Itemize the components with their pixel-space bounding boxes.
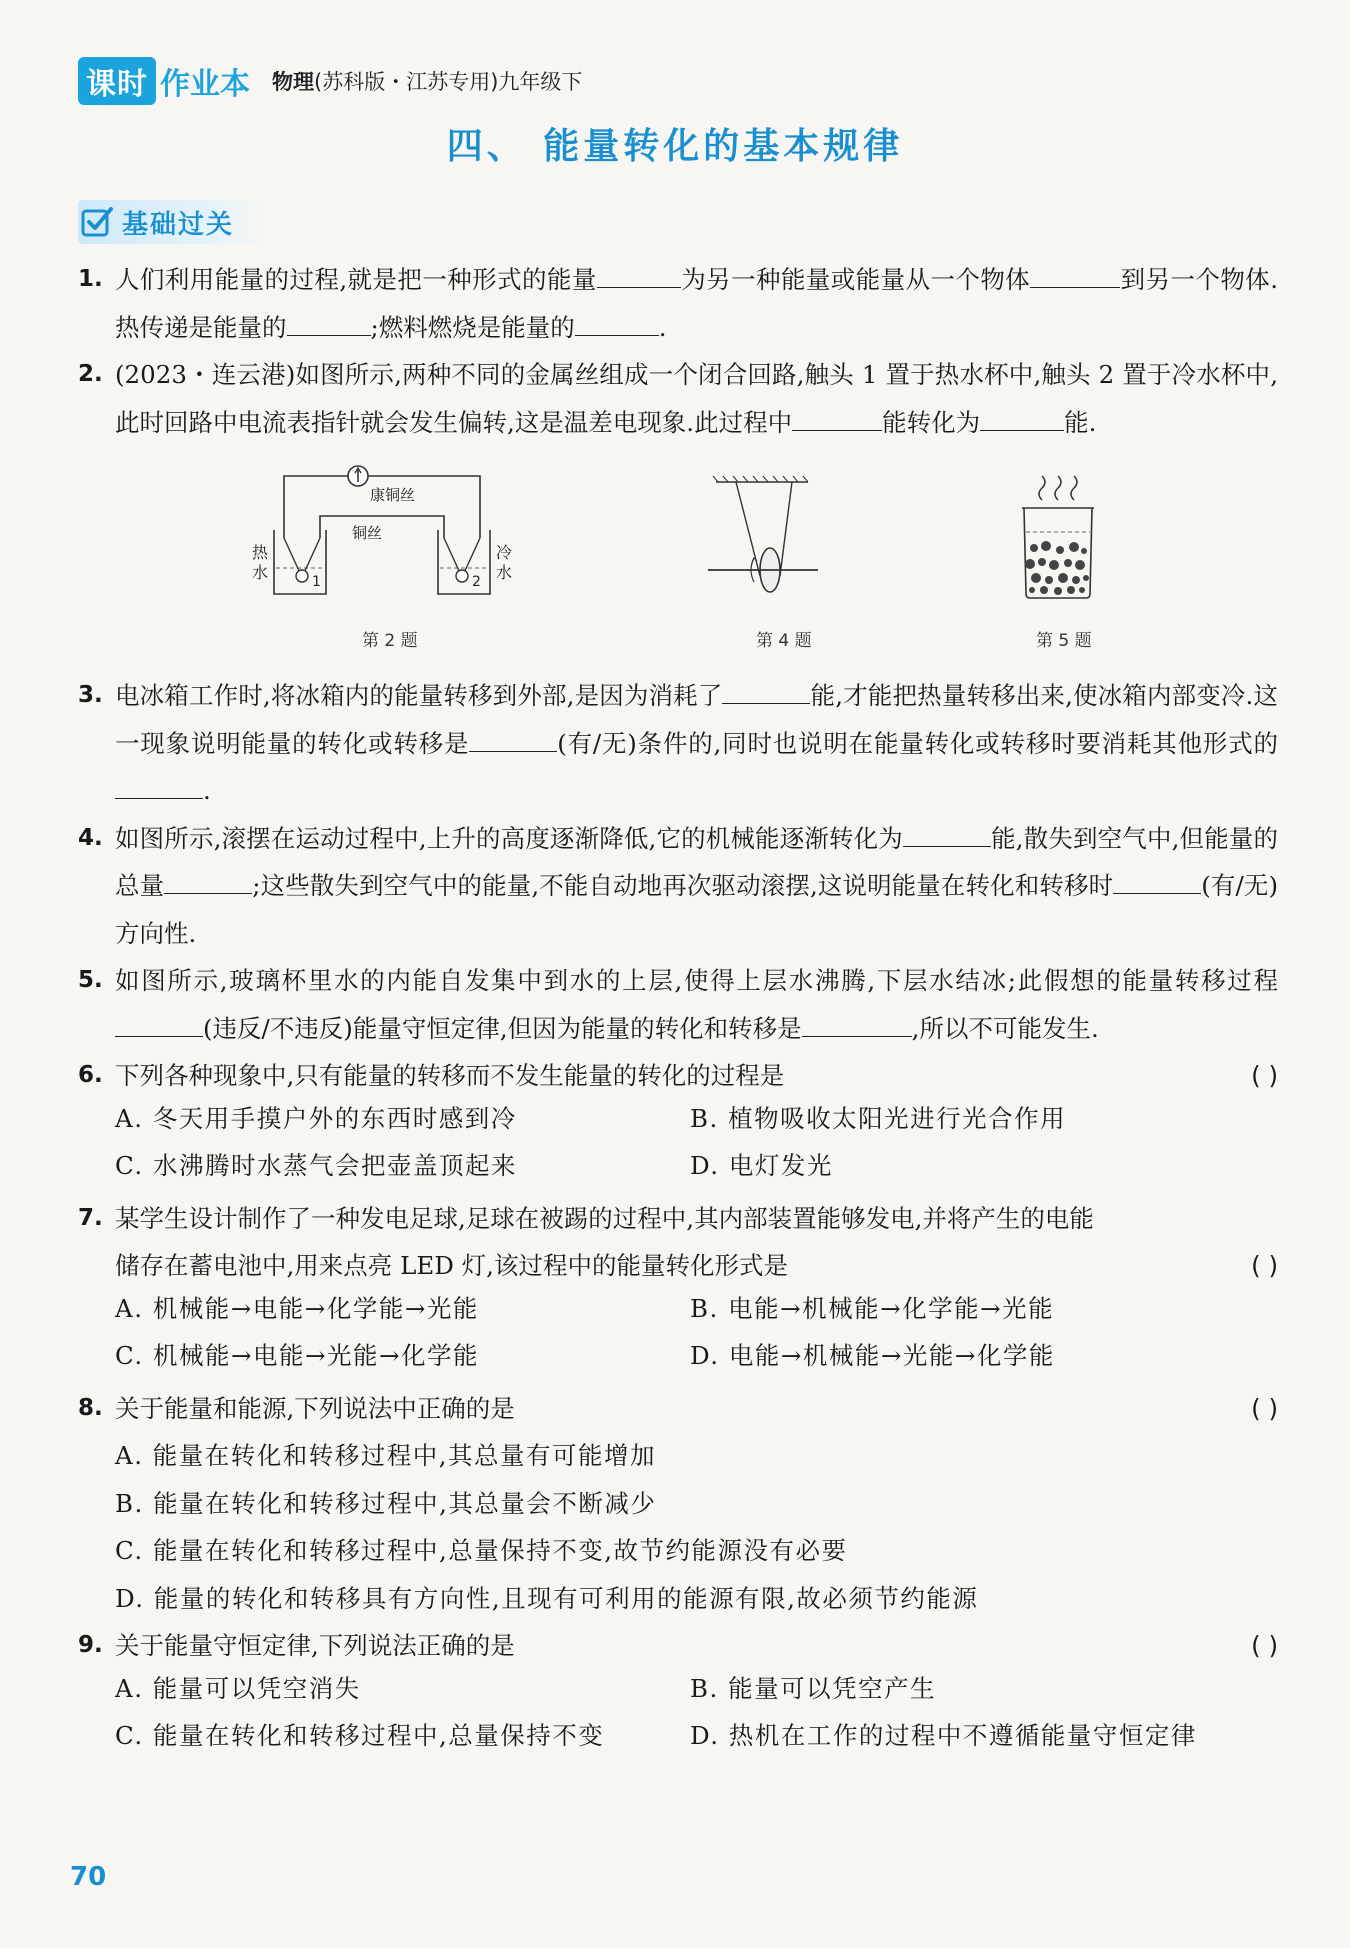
question-stem: 储存在蓄电池中,用来点亮 LED 灯,该过程中的能量转化形式是: [115, 1251, 788, 1280]
answer-blank[interactable]: [164, 867, 252, 894]
answer-parenthesis[interactable]: ( ): [1251, 1393, 1278, 1423]
question-8: [78, 1385, 1278, 1433]
question-3: [78, 672, 1278, 815]
answer-blank[interactable]: [597, 261, 681, 288]
question-stem: 关于能量和能源,下列说法中正确的是: [115, 1393, 515, 1423]
book-header: [78, 58, 582, 104]
question-6: [78, 1052, 1278, 1100]
answer-parenthesis[interactable]: ( ): [1251, 1251, 1278, 1280]
answer-blank[interactable]: [903, 820, 991, 847]
question-5: [78, 957, 1278, 1052]
answer-blank[interactable]: [287, 309, 371, 336]
label-copper-wire: 铜丝: [352, 524, 383, 542]
answer-blank[interactable]: [575, 309, 659, 336]
question-list: [78, 256, 1278, 1765]
options-row: [78, 1670, 1278, 1718]
thermocouple-figure: [248, 458, 518, 618]
book-info: [272, 66, 582, 96]
question-number: 2.: [78, 361, 103, 387]
logo-text: 课时: [86, 67, 148, 102]
option-c[interactable]: C. 能量在转化和转移过程中,总量保持不变,故节约能源没有必要: [115, 1536, 848, 1565]
question-text: .: [203, 776, 211, 805]
answer-blank[interactable]: [802, 1010, 912, 1037]
question-stem: 关于能量守恒定律,下列说法正确的是: [115, 1631, 515, 1660]
question-number: 3.: [78, 682, 103, 708]
section-banner: [78, 200, 268, 244]
answer-blank[interactable]: [115, 772, 203, 799]
maxwell-wheel-figure: [708, 466, 818, 606]
question-number: 1.: [78, 266, 103, 292]
option-c[interactable]: C. 水沸腾时水蒸气会把壶盖顶起来: [115, 1151, 517, 1180]
answer-blank[interactable]: [1030, 261, 1120, 288]
question-9: [78, 1622, 1278, 1670]
series-logo: [78, 57, 156, 105]
label-hot-water: 热水: [252, 543, 269, 582]
question-text: ,所以不可能发生.: [911, 1013, 1099, 1043]
option-c[interactable]: C. 能量在转化和转移过程中,总量保持不变: [115, 1721, 605, 1750]
label-cold-water: 冷水: [496, 543, 513, 582]
question-number: 9.: [78, 1632, 103, 1658]
figure-4-caption: 第 4 题: [756, 631, 812, 651]
options-row: [78, 1337, 1278, 1385]
question-text: ;燃料燃烧是能量的: [370, 312, 575, 342]
subject: 物理: [272, 70, 314, 94]
question-number: 5.: [78, 967, 103, 993]
question-1: [78, 256, 1278, 351]
question-text: 电冰箱工作时,将冰箱内的能量转移到外部,是因为消耗了: [115, 681, 723, 710]
question-2: [78, 351, 1278, 446]
question-text: (违反/不违反)能量守恒定律,但因为能量的转化和转移是: [203, 1013, 802, 1043]
option-d[interactable]: D. 热机在工作的过程中不遵循能量守恒定律: [690, 1721, 1197, 1750]
answer-blank[interactable]: [722, 677, 810, 704]
question-text: 为另一种能量或能量从一个物体: [680, 265, 1031, 294]
option-b[interactable]: B. 植物吸收太阳光进行光合作用: [690, 1103, 1067, 1133]
option-a[interactable]: A. 冬天用手摸户外的东西时感到冷: [115, 1103, 517, 1133]
label-constantan-wire: 康铜丝: [370, 486, 416, 504]
contact-1-label: 1: [312, 574, 321, 590]
option-d[interactable]: D. 电灯发光: [690, 1151, 833, 1180]
figure-5-caption: 第 5 题: [1036, 631, 1092, 651]
page-number: 70: [70, 1862, 107, 1892]
question-stem: 某学生设计制作了一种发电足球,足球在被踢的过程中,其内部装置能够发电,并将产生的电能: [115, 1203, 1094, 1233]
question-text: 能.: [1064, 407, 1097, 437]
question-text: 如图所示,玻璃杯里水的内能自发集中到水的上层,使得上层水沸腾,下层水结冰;此假想的能量转移过程: [115, 966, 1278, 995]
question-7: [78, 1195, 1278, 1243]
logo-suffix: 作业本: [160, 67, 250, 102]
question-7-line-2: [78, 1242, 1278, 1290]
options-row: [78, 1147, 1278, 1195]
question-text: (有/无)条件的,同时也说明在能量转化或转移时要消耗其他形式的: [557, 728, 1279, 758]
question-text: 到另一个物体.热传递是能量的: [115, 265, 1278, 342]
figure-2-caption: 第 2 题: [362, 631, 418, 651]
answer-blank[interactable]: [792, 404, 882, 431]
question-text: (2023・连云港)如图所示,两种不同的金属丝组成一个闭合回路,触头 1 置于热水杯中,触头 2 置于冷水杯中,此时回路中电流表指针就会发生偏转,这是温差电现象.此过程中: [115, 360, 1278, 437]
question-number: 7.: [78, 1204, 103, 1231]
question-number: 6.: [78, 1062, 103, 1088]
question-4: [78, 815, 1278, 958]
option-b[interactable]: B. 能量可以凭空产生: [690, 1673, 937, 1703]
option-b[interactable]: B. 能量在转化和转移过程中,其总量会不断减少: [115, 1488, 657, 1518]
answer-blank[interactable]: [980, 404, 1064, 431]
question-text: .: [658, 312, 667, 342]
question-text: 人们利用能量的过程,就是把一种形式的能量: [115, 265, 597, 294]
option-d[interactable]: D. 能量的转化和转移具有方向性,且现有可利用的能源有限,故必须节约能源: [115, 1583, 979, 1613]
option-d[interactable]: D. 电能→机械能→光能→化学能: [690, 1341, 1055, 1370]
option-b[interactable]: B. 电能→机械能→化学能→光能: [690, 1293, 1055, 1323]
options-row: [78, 1100, 1278, 1148]
question-text: 如图所示,滚摆在运动过程中,上升的高度逐渐降低,它的机械能逐渐转化为: [115, 823, 903, 853]
answer-blank[interactable]: [469, 725, 557, 752]
checkbox-icon: [80, 205, 114, 239]
options-row: [78, 1290, 1278, 1338]
lesson-title: 四、 能量转化的基本规律: [446, 126, 904, 167]
question-text: (有/无)方向性.: [115, 871, 1279, 948]
options-row: [78, 1717, 1278, 1765]
section-title: 基础过关: [122, 209, 235, 240]
answer-blank[interactable]: [115, 1010, 203, 1037]
question-text: 能,才能把热量转移出来,使冰箱内部变冷.这一现象说明能量的转化或转移是: [115, 681, 1278, 758]
figure-row: [78, 446, 1278, 672]
question-text: ;这些散失到空气中的能量,不能自动地再次驱动滚摆,这说明能量在转化和转移时: [252, 871, 1114, 900]
option-a[interactable]: A. 能量在转化和转移过程中,其总量有可能增加: [115, 1441, 657, 1470]
option-a[interactable]: A. 机械能→电能→化学能→光能: [115, 1293, 479, 1323]
answer-parenthesis[interactable]: ( ): [1251, 1061, 1278, 1090]
option-c[interactable]: C. 机械能→电能→光能→化学能: [115, 1341, 480, 1370]
beaker-figure: [1016, 468, 1106, 608]
answer-blank[interactable]: [1113, 867, 1201, 894]
contact-2-label: 2: [472, 574, 481, 590]
question-number: 8.: [78, 1394, 103, 1421]
option-a[interactable]: A. 能量可以凭空消失: [115, 1673, 361, 1703]
question-text: 能转化为: [882, 407, 981, 437]
edition: (苏科版・江苏专用)九年级下: [314, 70, 583, 94]
question-stem: 下列各种现象中,只有能量的转移而不发生能量的转化的过程是: [115, 1061, 785, 1090]
question-text: 能,散失到空气中,但能量的总量: [115, 823, 1278, 900]
answer-parenthesis[interactable]: ( ): [1251, 1631, 1278, 1660]
question-number: 4.: [78, 824, 103, 851]
